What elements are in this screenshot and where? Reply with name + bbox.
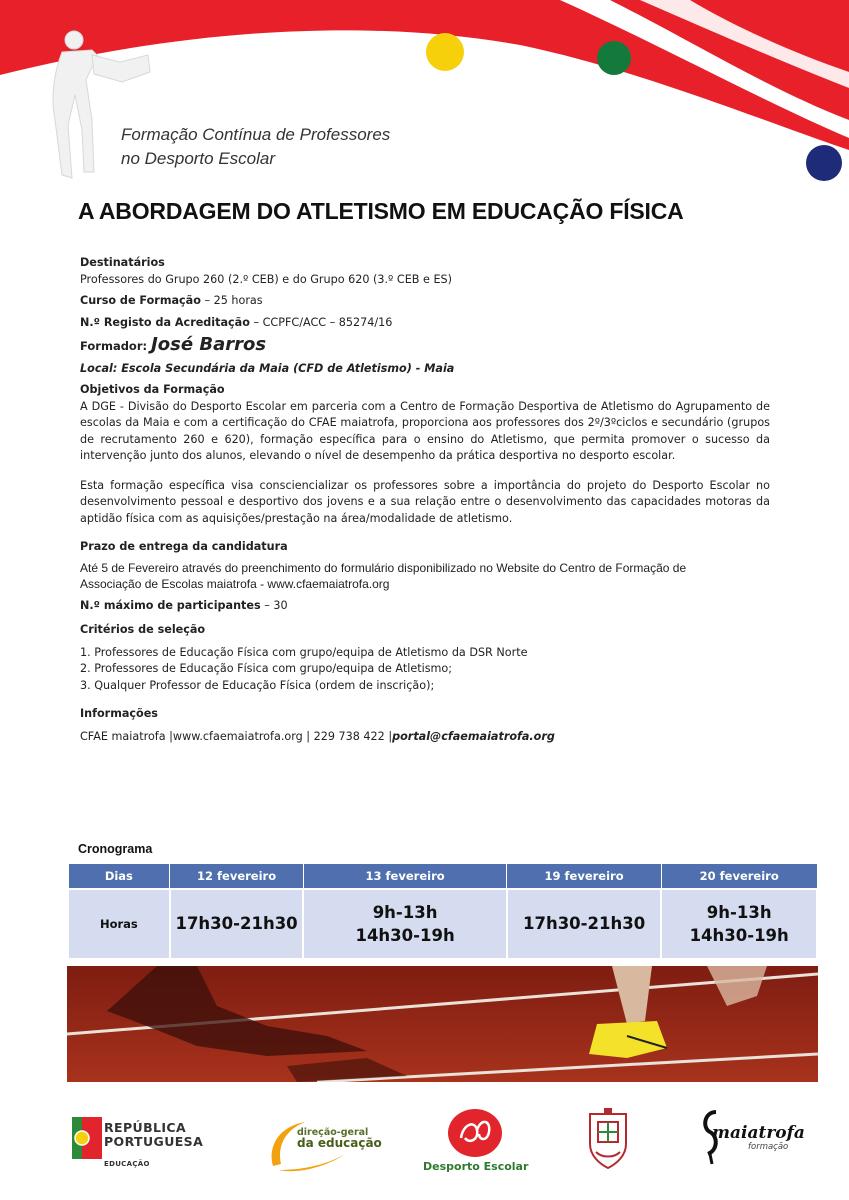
destinatarios-label: Destinatários <box>80 256 165 269</box>
prazo-line-2: Associação de Escolas maiatrofa - www.cfaemaiatrofa.org <box>80 577 390 591</box>
informacoes-line <box>80 729 770 746</box>
schedule-hours: 14h30-19h <box>689 925 789 945</box>
republica-logo-text <box>104 1121 203 1149</box>
criterios-block <box>80 622 770 694</box>
maximo-text: – 30 <box>260 598 288 612</box>
schedule-hours-cell <box>303 889 506 959</box>
subtitle-line-1: Formação Contínua de Professores <box>121 125 391 144</box>
informacoes-label: Informações <box>80 707 158 720</box>
subtitle-line-2: no Desporto Escolar <box>121 149 276 168</box>
informacoes-text: CFAE maiatrofa |www.cfaemaiatrofa.org | 229 738 422 | <box>80 729 393 743</box>
schedule-hours-row <box>68 889 817 959</box>
formador-line <box>80 334 770 355</box>
schedule-hours: 17h30-21h30 <box>522 914 646 933</box>
republica-line-2: PORTUGUESA <box>104 1134 204 1149</box>
page-title: A ABORDAGEM DO ATLETISMO EM EDUCAÇÃO FÍSICA <box>78 198 684 224</box>
registo-label: N.º Registo da Acreditação <box>80 315 250 329</box>
destinatarios-text: Professores do Grupo 260 (2.º CEB) e do Grupo 620 (3.º CEB e ES) <box>80 272 452 286</box>
curso-text: – 25 horas <box>200 294 263 307</box>
schedule-hours-cell <box>507 889 662 959</box>
schedule-header-label: Dias <box>68 864 170 889</box>
destinatarios-block <box>80 255 770 288</box>
schedule-hours: 9h-13h <box>372 902 438 922</box>
curso-line <box>80 293 770 310</box>
info-section <box>80 255 770 750</box>
schedule-hours: 9h-13h <box>706 902 772 922</box>
maiatrofa-logo-text: maiatrofa <box>712 1123 805 1143</box>
schedule-day: 13 fevereiro <box>303 864 506 889</box>
maximo-line <box>80 598 770 615</box>
criterio-item: 2. Professores de Educação Física com grupo/equipa de Atletismo; <box>80 662 453 675</box>
schedule-day: 19 fevereiro <box>507 864 662 889</box>
criterio-item: 1. Professores de Educação Física com grupo/equipa de Atletismo da DSR Norte <box>80 645 528 659</box>
registo-text: – CCPFC/ACC – 85274/16 <box>249 315 393 329</box>
republica-flag-icon <box>72 1117 102 1159</box>
schedule-table <box>67 863 818 960</box>
desporto-escolar-logo-icon <box>447 1108 503 1158</box>
criterio-item: 3. Qualquer Professor de Educação Física (ordem de inscrição); <box>80 678 435 692</box>
local-line: Local: Escola Secundária da Maia (CFD de Atletismo) - Maia <box>80 361 455 375</box>
schedule-title: Cronograma <box>78 842 153 856</box>
criterios-label: Critérios de seleção <box>80 623 206 636</box>
maximo-label: N.º máximo de participantes <box>80 598 261 612</box>
republica-sub: EDUCAÇÃO <box>104 1160 150 1168</box>
objetivos-paragraph-1: A DGE - Divisão do Desporto Escolar em parceria com a Centro de Formação Desportiva de Atletismo do Agrupamento de escolas da Maia e com a certificação do CFAE maiatrofa, proporciona aos professores dos 2º/3ºciclos e secundário (grupos de recrutamento 260 e 620), formação específica para o ensino do Atletismo, que permita promover o sucesso da intervenção junto dos alunos, elevando o nível de desempenho da prática desportiva no desporto escolar. <box>80 399 770 462</box>
header-subtitle <box>121 123 390 171</box>
dge-line-2: da educação <box>297 1136 382 1150</box>
dot-yellow <box>426 33 464 71</box>
maiatrofa-sub: formação <box>748 1142 789 1152</box>
formador-label: Formador: <box>80 339 148 353</box>
dge-logo-text <box>297 1127 382 1149</box>
dot-green <box>597 41 631 75</box>
objetivos-label: Objetivos da Formação <box>80 383 225 396</box>
prazo-block <box>80 539 770 593</box>
objetivos-block <box>80 382 770 527</box>
track-photo <box>67 966 818 1082</box>
schedule-day: 20 fevereiro <box>661 864 817 889</box>
school-crest-icon <box>584 1108 632 1170</box>
informacoes-email[interactable]: portal@cfaemaiatrofa.org <box>392 729 555 743</box>
schedule-header-row <box>68 864 817 889</box>
curso-label: Curso de Formação <box>80 294 201 307</box>
dge-line-1: direção-geral <box>297 1127 369 1138</box>
schedule-hours-cell <box>170 889 304 959</box>
objetivos-paragraph-2: Esta formação específica visa consciencializar os professores sobre a importância do projeto do Desporto Escolar no desenvolvimento pessoal e desportivo dos jovens e a sua relação entre o desenvolvimento das capacidades motoras da aptidão física com as aquisições/prestação na área/modalidade de atletismo. <box>80 478 770 525</box>
desporto-escolar-text: Desporto Escolar <box>423 1160 529 1173</box>
schedule-hours-cell <box>661 889 817 959</box>
republica-line-1: REPÚBLICA <box>104 1120 187 1135</box>
registo-line <box>80 315 770 332</box>
formador-name: José Barros <box>151 334 267 355</box>
prazo-line-1: Até 5 de Fevereiro através do preenchimento do formulário disponibilizado no Website do Centro de Formação de <box>80 560 687 575</box>
dot-blue <box>806 145 842 181</box>
schedule-day: 12 fevereiro <box>170 864 304 889</box>
informacoes-block <box>80 706 770 745</box>
schedule-hours: 14h30-19h <box>355 925 455 945</box>
prazo-label: Prazo de entrega da candidatura <box>80 540 288 553</box>
schedule-hours: 17h30-21h30 <box>175 914 298 933</box>
schedule-row-label: Horas <box>68 889 170 959</box>
